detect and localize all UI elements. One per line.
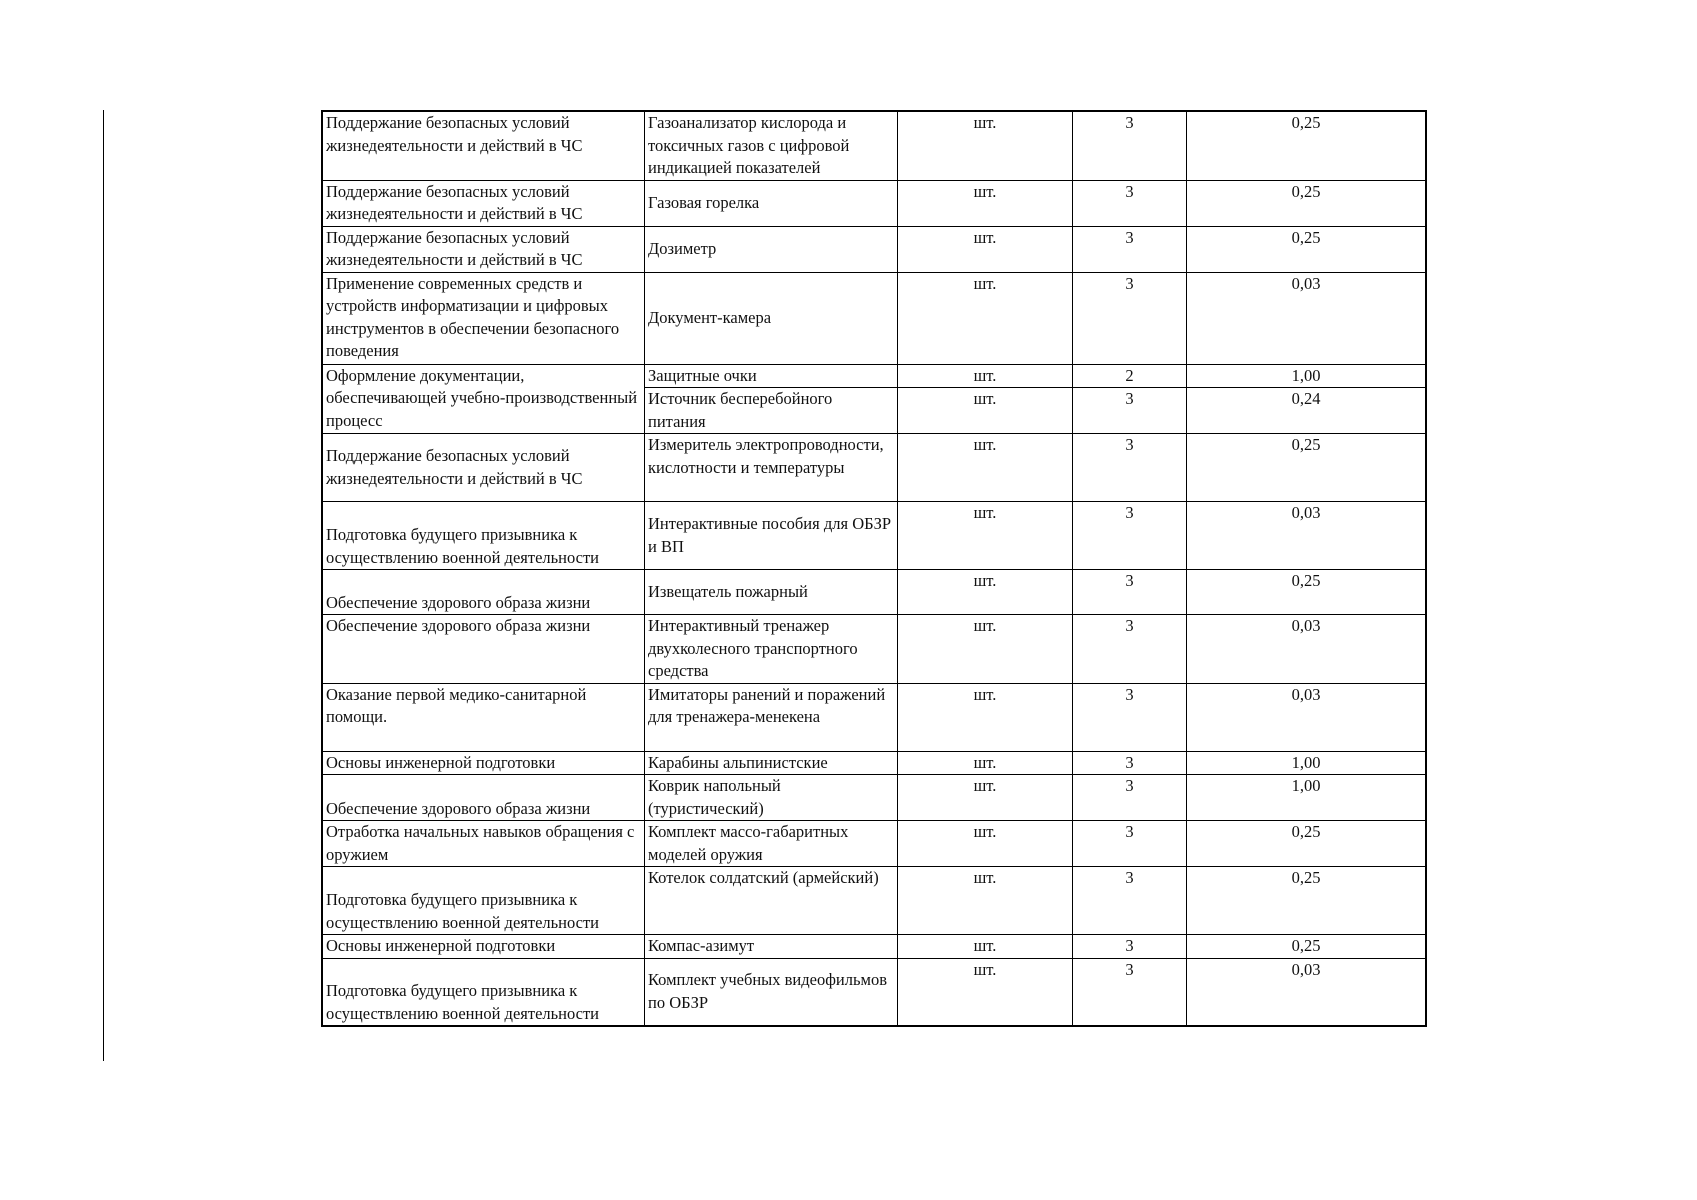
area-cell: Оказание первой медико-санитарной помощи. bbox=[322, 683, 645, 751]
area-cell: Обеспечение здорового образа жизни bbox=[322, 570, 645, 615]
coefficient-cell: 0,03 bbox=[1187, 958, 1427, 1026]
equipment-table bbox=[321, 110, 1427, 1027]
unit-cell: шт. bbox=[898, 434, 1073, 502]
coefficient-cell: 1,00 bbox=[1187, 751, 1427, 775]
table-row bbox=[322, 615, 1426, 684]
area-cell: Поддержание безопасных условий жизнедеятельности и действий в ЧС bbox=[322, 111, 645, 180]
table-row bbox=[322, 226, 1426, 272]
quantity-cell: 3 bbox=[1073, 867, 1187, 935]
item-cell: Котелок солдатский (армейский) bbox=[645, 867, 898, 935]
quantity-cell: 2 bbox=[1073, 364, 1187, 388]
table-row bbox=[322, 958, 1426, 1026]
unit-cell: шт. bbox=[898, 683, 1073, 751]
coefficient-cell: 0,25 bbox=[1187, 821, 1427, 867]
unit-cell: шт. bbox=[898, 272, 1073, 364]
area-cell: Поддержание безопасных условий жизнедеятельности и действий в ЧС bbox=[322, 180, 645, 226]
quantity-cell: 3 bbox=[1073, 615, 1187, 684]
coefficient-cell: 0,25 bbox=[1187, 111, 1427, 180]
quantity-cell: 3 bbox=[1073, 775, 1187, 821]
quantity-cell: 3 bbox=[1073, 570, 1187, 615]
coefficient-cell: 0,25 bbox=[1187, 570, 1427, 615]
item-cell: Интерактивные пособия для ОБЗР и ВП bbox=[645, 502, 898, 570]
unit-cell: шт. bbox=[898, 180, 1073, 226]
unit-cell: шт. bbox=[898, 615, 1073, 684]
coefficient-cell: 0,03 bbox=[1187, 502, 1427, 570]
unit-cell: шт. bbox=[898, 111, 1073, 180]
item-cell: Имитаторы ранений и поражений для тренажера-менекена bbox=[645, 683, 898, 751]
quantity-cell: 3 bbox=[1073, 388, 1187, 434]
unit-cell: шт. bbox=[898, 388, 1073, 434]
table-row bbox=[322, 867, 1426, 935]
item-cell: Дозиметр bbox=[645, 226, 898, 272]
unit-cell: шт. bbox=[898, 958, 1073, 1026]
table-row bbox=[322, 751, 1426, 775]
quantity-cell: 3 bbox=[1073, 958, 1187, 1026]
area-cell: Подготовка будущего призывника к осуществлению военной деятельности bbox=[322, 867, 645, 935]
coefficient-cell: 0,25 bbox=[1187, 867, 1427, 935]
area-cell: Обеспечение здорового образа жизни bbox=[322, 615, 645, 684]
item-cell: Газовая горелка bbox=[645, 180, 898, 226]
item-cell: Компас-азимут bbox=[645, 935, 898, 959]
item-cell: Карабины альпинистские bbox=[645, 751, 898, 775]
item-cell: Комплект учебных видеофильмов по ОБЗР bbox=[645, 958, 898, 1026]
table-row bbox=[322, 683, 1426, 751]
coefficient-cell: 0,24 bbox=[1187, 388, 1427, 434]
item-cell: Защитные очки bbox=[645, 364, 898, 388]
item-cell: Интерактивный тренажер двухколесного транспортного средства bbox=[645, 615, 898, 684]
unit-cell: шт. bbox=[898, 935, 1073, 959]
table-row bbox=[322, 570, 1426, 615]
table-row bbox=[322, 364, 1426, 388]
quantity-cell: 3 bbox=[1073, 935, 1187, 959]
item-cell: Источник бесперебойного питания bbox=[645, 388, 898, 434]
table-row bbox=[322, 434, 1426, 502]
area-cell: Основы инженерной подготовки bbox=[322, 751, 645, 775]
area-cell: Подготовка будущего призывника к осуществлению военной деятельности bbox=[322, 502, 645, 570]
coefficient-cell: 0,03 bbox=[1187, 615, 1427, 684]
item-cell: Газоанализатор кислорода и токсичных газов с цифровой индикацией показателей bbox=[645, 111, 898, 180]
coefficient-cell: 1,00 bbox=[1187, 775, 1427, 821]
quantity-cell: 3 bbox=[1073, 821, 1187, 867]
quantity-cell: 3 bbox=[1073, 180, 1187, 226]
coefficient-cell: 0,25 bbox=[1187, 434, 1427, 502]
table-row bbox=[322, 935, 1426, 959]
unit-cell: шт. bbox=[898, 821, 1073, 867]
item-cell: Коврик напольный (туристический) bbox=[645, 775, 898, 821]
table-row bbox=[322, 272, 1426, 364]
area-cell: Отработка начальных навыков обращения с оружием bbox=[322, 821, 645, 867]
page-margin-line bbox=[103, 110, 104, 1061]
quantity-cell: 3 bbox=[1073, 683, 1187, 751]
area-cell: Оформление документации, обеспечивающей учебно-производственный процесс bbox=[322, 364, 645, 434]
area-cell: Поддержание безопасных условий жизнедеятельности и действий в ЧС bbox=[322, 434, 645, 502]
quantity-cell: 3 bbox=[1073, 226, 1187, 272]
coefficient-cell: 0,25 bbox=[1187, 935, 1427, 959]
coefficient-cell: 1,00 bbox=[1187, 364, 1427, 388]
coefficient-cell: 0,25 bbox=[1187, 180, 1427, 226]
unit-cell: шт. bbox=[898, 775, 1073, 821]
area-cell: Основы инженерной подготовки bbox=[322, 935, 645, 959]
coefficient-cell: 0,03 bbox=[1187, 272, 1427, 364]
unit-cell: шт. bbox=[898, 502, 1073, 570]
quantity-cell: 3 bbox=[1073, 111, 1187, 180]
item-cell: Извещатель пожарный bbox=[645, 570, 898, 615]
unit-cell: шт. bbox=[898, 867, 1073, 935]
table-row bbox=[322, 180, 1426, 226]
table-row bbox=[322, 775, 1426, 821]
quantity-cell: 3 bbox=[1073, 751, 1187, 775]
table-row bbox=[322, 821, 1426, 867]
area-cell: Применение современных средств и устройств информатизации и цифровых инструментов в обеспечении безопасного поведения bbox=[322, 272, 645, 364]
unit-cell: шт. bbox=[898, 751, 1073, 775]
coefficient-cell: 0,25 bbox=[1187, 226, 1427, 272]
quantity-cell: 3 bbox=[1073, 434, 1187, 502]
quantity-cell: 3 bbox=[1073, 272, 1187, 364]
table-row bbox=[322, 111, 1426, 180]
area-cell: Поддержание безопасных условий жизнедеятельности и действий в ЧС bbox=[322, 226, 645, 272]
item-cell: Документ-камера bbox=[645, 272, 898, 364]
unit-cell: шт. bbox=[898, 570, 1073, 615]
area-cell: Подготовка будущего призывника к осуществлению военной деятельности bbox=[322, 958, 645, 1026]
item-cell: Измеритель электропроводности, кислотности и температуры bbox=[645, 434, 898, 502]
quantity-cell: 3 bbox=[1073, 502, 1187, 570]
coefficient-cell: 0,03 bbox=[1187, 683, 1427, 751]
unit-cell: шт. bbox=[898, 226, 1073, 272]
table-row bbox=[322, 502, 1426, 570]
item-cell: Комплект массо-габаритных моделей оружия bbox=[645, 821, 898, 867]
area-cell: Обеспечение здорового образа жизни bbox=[322, 775, 645, 821]
unit-cell: шт. bbox=[898, 364, 1073, 388]
